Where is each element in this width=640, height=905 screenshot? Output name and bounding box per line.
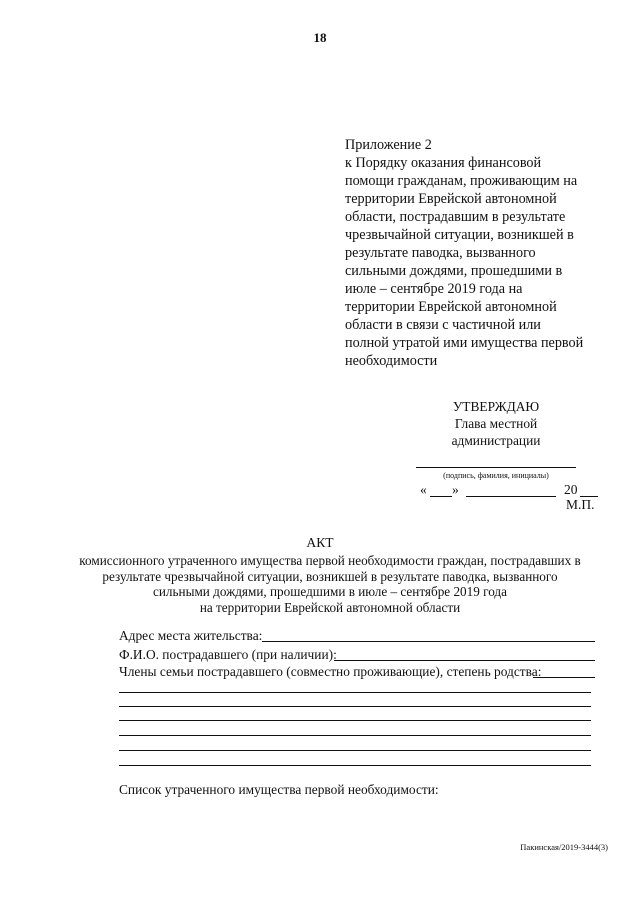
act-title: АКТ <box>306 535 334 550</box>
appendix-line: чрезвычайной ситуации, возникшей в <box>345 227 574 243</box>
family-extra-line[interactable] <box>119 735 591 736</box>
act-description <box>60 553 600 615</box>
family-field[interactable] <box>533 677 595 678</box>
date-day-line[interactable] <box>430 496 452 497</box>
property-list-label: Список утраченного имущества первой необходимости: <box>119 782 439 797</box>
appendix-line: сильными дождями, прошедшими в <box>345 263 563 279</box>
approver-position: администрации <box>451 433 541 448</box>
appendix-line: июле – сентябре 2019 года на <box>345 281 523 297</box>
act-line: результате чрезвычайной ситуации, возникшей в результате паводка, вызванного <box>102 568 558 584</box>
appendix-line: области, пострадавшим в результате <box>345 209 566 225</box>
fio-field[interactable] <box>334 660 595 661</box>
page-number: 18 <box>313 30 327 45</box>
date-year-prefix: 20 <box>564 482 578 497</box>
family-extra-line[interactable] <box>119 692 591 693</box>
approver-position: Глава местной <box>454 416 538 431</box>
signature-caption: (подпись, фамилия, инициалы) <box>443 471 549 480</box>
date-close-quote: » <box>452 482 459 497</box>
appendix-heading: Приложение 2 <box>345 137 432 153</box>
act-line: комиссионного утраченного имущества первой необходимости граждан, пострадавших в <box>79 553 581 568</box>
signature-line[interactable] <box>416 467 576 468</box>
approval-block <box>428 398 564 449</box>
date-month-line[interactable] <box>466 496 556 497</box>
footer-code: Пакинская/2019-3444(3) <box>520 842 608 852</box>
appendix-line: помощи гражданам, проживающим на <box>345 173 578 189</box>
stamp-label: М.П. <box>566 497 595 512</box>
appendix-line: территории Еврейской автономной <box>345 299 557 315</box>
act-line: сильными дождями, прошедшими в июле – сентябре 2019 года <box>153 584 507 600</box>
address-label: Адрес места жительства: <box>119 628 263 643</box>
family-label: Члены семьи пострадавшего (совместно проживающие), степень родства: <box>119 664 542 679</box>
fio-label: Ф.И.О. пострадавшего (при наличии): <box>119 647 337 662</box>
appendix-line: результате паводка, вызванного <box>345 245 536 261</box>
appendix-block <box>345 136 615 370</box>
date-open-quote: « <box>420 482 427 497</box>
appendix-line: области в связи с частичной или <box>345 317 541 333</box>
appendix-line: необходимости <box>345 353 438 369</box>
address-field[interactable] <box>262 641 595 642</box>
appendix-line: к Порядку оказания финансовой <box>345 155 542 171</box>
family-extra-line[interactable] <box>119 750 591 751</box>
approve-heading: УТВЕРЖДАЮ <box>452 399 540 414</box>
appendix-line: полной утратой ими имущества первой <box>345 335 584 351</box>
family-extra-line[interactable] <box>119 720 591 721</box>
act-line: на территории Еврейской автономной области <box>199 599 461 615</box>
appendix-line: территории Еврейской автономной <box>345 191 557 207</box>
family-extra-line[interactable] <box>119 706 591 707</box>
family-extra-line[interactable] <box>119 765 591 766</box>
